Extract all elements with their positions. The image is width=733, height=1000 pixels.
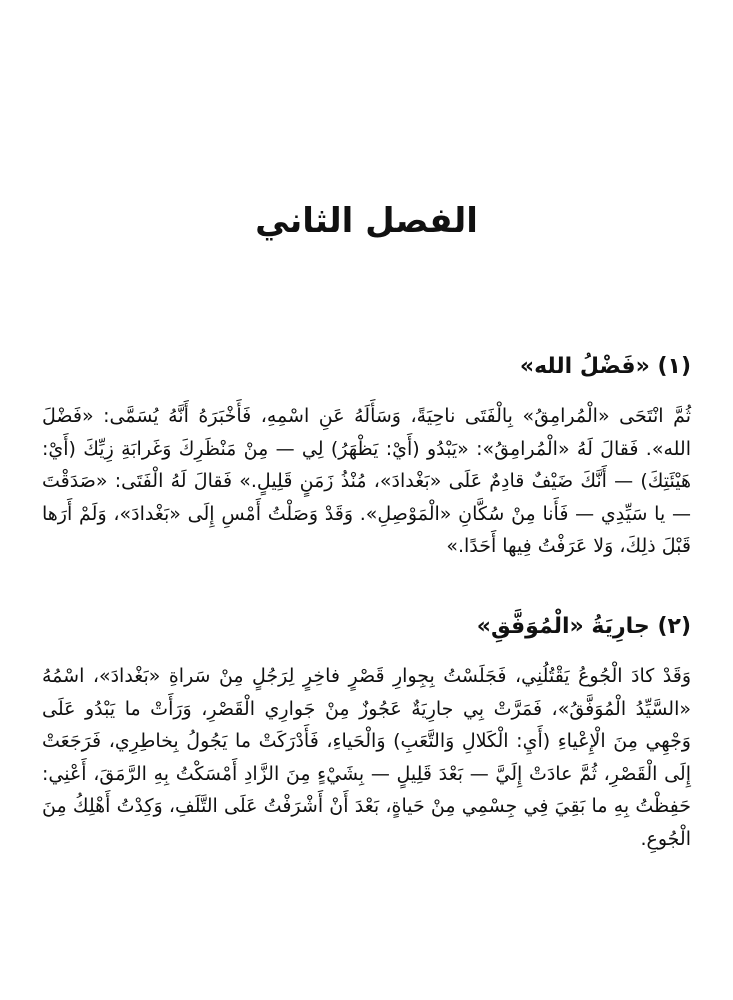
section-heading-fadl-allah: (١) «فَضْلُ الله» xyxy=(519,354,691,379)
section-paragraph-fadl-allah: ثُمَّ انْتَحَى «الْمُرامِقُ» بِالْفَتَى ناحِيَةً، وَسَأَلَهُ عَنِ اسْمِهِ، فَأَخْبَرَهُ أَنَّهُ يُسَمَّى: «فَضْلَ الله». فَقالَ لَهُ «الْمُرامِقُ»: «يَبْدُو (أَيْ: يَظْهَرُ) لِي — مِنْ مَنْظَرِكَ وَغَرابَةِ زِيِّكَ (أَيْ: هَيْئَتِكَ) — أَنَّكَ ضَيْفٌ قادِمٌ عَلَى «بَغْدادَ»، مُنْذُ زَمَنٍ قَلِيلٍ.» فَقالَ لَهُ الْفَتَى: «صَدَقْتَ — يا سَيِّدِي — فَأَنا مِنْ سُكَّانِ «الْمَوْصِلِ». وَقَدْ وَصَلْتُ أَمْسِ إِلَى «بَغْدادَ»، وَلَمْ أَرَها قَبْلَ ذلِكَ، وَلا عَرَفْتُ فِيها أَحَدًا.» xyxy=(42,405,691,557)
section-heading-jariyat-almuwaffaq: (٢) جارِيَةُ «الْمُوَفَّقِ» xyxy=(476,614,691,639)
section-paragraph-jariyat-almuwaffaq: وَقَدْ كادَ الْجُوعُ يَقْتُلُنِي، فَجَلَسْتُ بِجِوارِ قَصْرٍ فاخِرٍ لِرَجُلٍ مِنْ سَراةِ «بَغْدادَ»، اسْمُهُ «السَّيِّدُ الْمُوَفَّقُ»، فَمَرَّتْ بِي جارِيَةٌ عَجُوزٌ مِنْ جَوارِي الْقَصْرِ، وَرَأَتْ ما يَبْدُو عَلَى وَجْهِي مِنَ الْإِعْياءِ (أَيِ: الْكَلالِ وَالتَّعَبِ) وَالْحَياءِ، فَأَدْرَكَتْ ما يَجُولُ بِخاطِرِي، فَرَجَعَتْ إِلَى الْقَصْرِ، ثُمَّ عادَتْ إِلَيَّ — بَعْدَ قَلِيلٍ — بِشَيْءٍ مِنَ الزَّادِ أَمْسَكْتُ بِهِ الرَّمَقَ، أَعْنِي: حَفِظْتُ بِهِ ما بَقِيَ فِي جِسْمِي مِنْ حَياةٍ، بَعْدَ أَنْ أَشْرَفْتُ عَلَى التَّلَفِ، وَكِدْتُ أَهْلِكُ مِنَ الْجُوعِ. xyxy=(42,665,691,850)
chapter-title: الفصل الثاني xyxy=(255,201,478,241)
